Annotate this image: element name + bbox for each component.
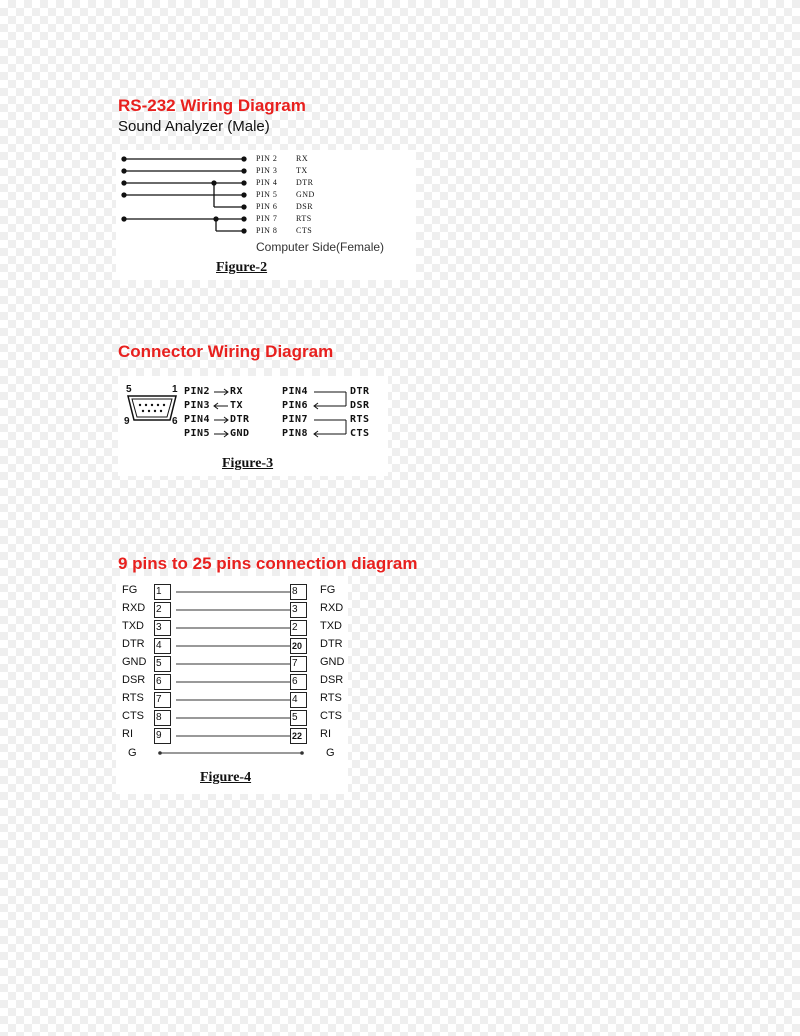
fig2-pin-label: PIN 3 xyxy=(256,166,278,175)
fig3-right-signal: DTR xyxy=(350,386,370,397)
fig4-right-pin: 4 xyxy=(290,692,307,708)
fig4-left-name: RI xyxy=(122,728,133,740)
fig4-right-pin: 3 xyxy=(290,602,307,618)
fig4-ground-left: G xyxy=(128,747,137,759)
computer-side-label: Computer Side(Female) xyxy=(256,240,385,254)
fig2-pin-label: PIN 2 xyxy=(256,154,278,163)
connector-number: 1 xyxy=(172,384,179,395)
fig4-right-pin: 22 xyxy=(290,728,307,744)
fig3-left-signal: DTR xyxy=(230,414,250,425)
fig4-left-pin: 4 xyxy=(154,638,171,654)
figure-3-wiring xyxy=(118,376,388,446)
fig4-left-name: FG xyxy=(122,584,138,596)
connector-number: 5 xyxy=(126,384,133,395)
connector-number: 6 xyxy=(172,416,179,427)
fig2-pin-label: PIN 8 xyxy=(256,226,278,235)
fig4-ground-right: G xyxy=(326,747,335,759)
fig2-signal-label: DTR xyxy=(296,178,314,187)
fig3-right-pin: PIN4 xyxy=(282,386,309,397)
fig4-right-name: FG xyxy=(320,584,336,596)
fig4-right-pin: 20 xyxy=(290,638,307,654)
fig2-pin-label: PIN 7 xyxy=(256,214,278,223)
fig4-right-pin: 5 xyxy=(290,710,307,726)
fig4-left-pin: 1 xyxy=(154,584,171,600)
figure-4-wiring xyxy=(116,576,348,766)
fig4-left-pin: 8 xyxy=(154,710,171,726)
fig4-right-name: RTS xyxy=(320,692,342,704)
fig3-right-pin: PIN8 xyxy=(282,428,309,439)
fig4-left-name: RTS xyxy=(122,692,144,704)
fig2-signal-label: RX xyxy=(296,154,309,163)
figure-3-diagram xyxy=(118,376,388,476)
figure-4-diagram xyxy=(116,576,348,794)
fig4-right-name: GND xyxy=(320,656,345,668)
fig4-right-pin: 2 xyxy=(290,620,307,636)
fig4-left-pin: 6 xyxy=(154,674,171,690)
fig4-right-name: DSR xyxy=(320,674,344,686)
fig2-signal-label: DSR xyxy=(296,202,314,211)
fig2-signal-label: CTS xyxy=(296,226,313,235)
figure-2-caption: Figure-2 xyxy=(216,260,268,275)
figure-2-wiring xyxy=(116,150,416,250)
figure-3-caption: Figure-3 xyxy=(222,456,274,471)
fig3-left-signal: RX xyxy=(230,386,244,397)
fig4-right-name: CTS xyxy=(320,710,342,722)
fig3-left-pin: PIN3 xyxy=(184,400,211,411)
connector-wiring-heading: Connector Wiring Diagram xyxy=(118,342,334,361)
fig3-left-pin: PIN5 xyxy=(184,428,211,439)
fig4-left-name: RXD xyxy=(122,602,146,614)
fig2-signal-label: RTS xyxy=(296,214,312,223)
fig2-pin-label: PIN 5 xyxy=(256,190,278,199)
figure-4-caption: Figure-4 xyxy=(200,770,252,785)
fig4-left-name: CTS xyxy=(122,710,144,722)
fig4-left-pin: 2 xyxy=(154,602,171,618)
fig4-right-pin: 6 xyxy=(290,674,307,690)
rs232-subtitle: Sound Analyzer (Male) xyxy=(118,118,270,135)
fig4-right-pin: 8 xyxy=(290,584,307,600)
fig4-left-name: TXD xyxy=(122,620,144,632)
figure-2-diagram xyxy=(116,150,416,280)
fig3-left-signal: GND xyxy=(230,428,250,439)
fig3-right-signal: RTS xyxy=(350,414,370,425)
fig4-left-name: DTR xyxy=(122,638,145,650)
fig4-right-name: RXD xyxy=(320,602,344,614)
fig3-right-signal: DSR xyxy=(350,400,370,411)
fig2-pin-label: PIN 4 xyxy=(256,178,278,187)
fig2-signal-label: GND xyxy=(296,190,315,199)
fig2-signal-label: TX xyxy=(296,166,308,175)
fig3-left-pin: PIN2 xyxy=(184,386,211,397)
fig4-right-name: DTR xyxy=(320,638,343,650)
fig4-right-name: TXD xyxy=(320,620,342,632)
rs232-heading: RS-232 Wiring Diagram xyxy=(118,96,306,115)
fig4-left-name: GND xyxy=(122,656,147,668)
fig4-left-name: DSR xyxy=(122,674,146,686)
fig4-left-pin: 9 xyxy=(154,728,171,744)
fig2-pin-label: PIN 6 xyxy=(256,202,278,211)
fig4-left-pin: 7 xyxy=(154,692,171,708)
connector-number: 9 xyxy=(124,416,131,427)
fig3-right-pin: PIN6 xyxy=(282,400,309,411)
fig3-right-pin: PIN7 xyxy=(282,414,309,425)
fig3-left-signal: TX xyxy=(230,400,244,411)
fig4-right-pin: 7 xyxy=(290,656,307,672)
fig4-left-pin: 5 xyxy=(154,656,171,672)
fig3-right-signal: CTS xyxy=(350,428,370,439)
nine-to-twentyfive-heading: 9 pins to 25 pins connection diagram xyxy=(118,554,418,573)
fig4-left-pin: 3 xyxy=(154,620,171,636)
fig3-left-pin: PIN4 xyxy=(184,414,211,425)
fig4-right-name: RI xyxy=(320,728,331,740)
